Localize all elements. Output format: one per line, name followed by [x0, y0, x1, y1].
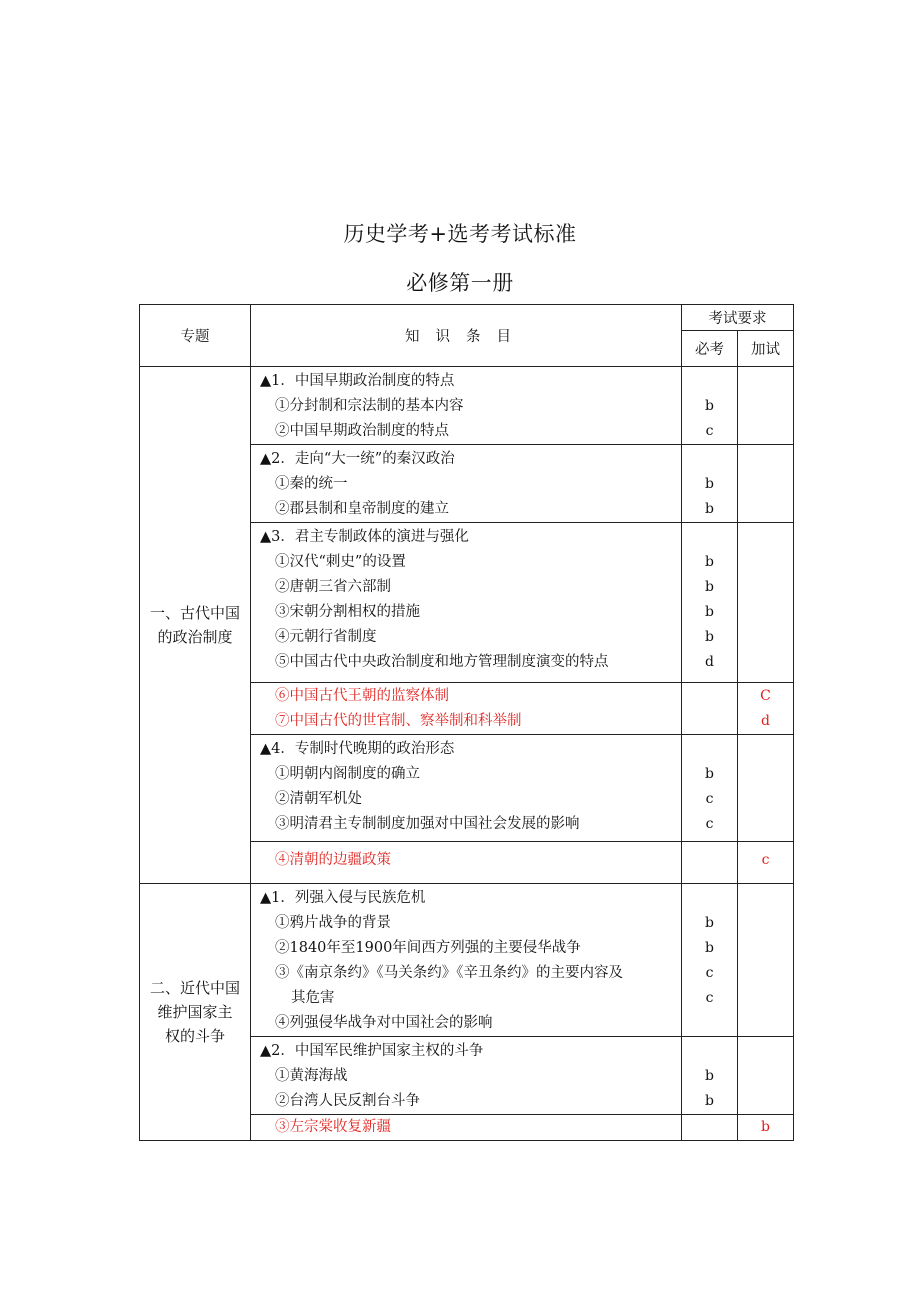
knowledge-item: ③《南京条约》《马关条约》《辛丑条约》的主要内容及 — [275, 965, 623, 981]
extra-level — [738, 550, 793, 575]
knowledge-cell — [251, 445, 682, 523]
required-level-cell — [682, 884, 738, 1037]
group-row — [140, 367, 794, 445]
knowledge-item: ①明朝内阁制度的确立 — [275, 766, 420, 782]
knowledge-item: ②清朝军机处 — [275, 791, 362, 807]
extra-level: d — [761, 713, 770, 729]
required-level-cell — [682, 735, 738, 842]
required-level: b — [705, 915, 714, 931]
knowledge-cell — [251, 523, 682, 683]
required-level-cell — [682, 1037, 738, 1115]
extra-level — [738, 812, 793, 837]
knowledge-item: ②台湾人民反割台斗争 — [275, 1093, 420, 1109]
extra-level-cell — [738, 523, 794, 683]
knowledge-item: ①鸦片战争的背景 — [275, 915, 391, 931]
required-level: b — [705, 1068, 714, 1084]
required-level: c — [705, 423, 714, 439]
required-level: c — [705, 965, 714, 981]
topic-cell — [140, 367, 251, 884]
required-level: c — [705, 791, 714, 807]
required-level — [682, 848, 737, 873]
extra-level — [738, 737, 793, 762]
required-level-cell — [682, 842, 738, 884]
required-level: b — [705, 604, 714, 620]
knowledge-cell — [251, 683, 682, 735]
required-level — [682, 709, 737, 734]
required-level-cell — [682, 683, 738, 735]
extra-level — [738, 911, 793, 936]
required-level: c — [705, 990, 714, 1006]
topic-name-line: 一、古代中国 — [149, 604, 240, 622]
required-level: b — [705, 579, 714, 595]
knowledge-heading: ▲1．中国早期政治制度的特点 — [260, 373, 455, 389]
required-level-cell — [682, 445, 738, 523]
header-topic: 专题 — [140, 305, 251, 367]
extra-level — [738, 1089, 793, 1114]
extra-level — [738, 625, 793, 650]
knowledge-item: ②中国早期政治制度的特点 — [275, 423, 449, 439]
knowledge-item: ①黄海海战 — [275, 1068, 348, 1084]
extra-level — [738, 394, 793, 419]
extra-level — [738, 650, 793, 675]
knowledge-item: ②1840年至1900年间西方列强的主要侵华战争 — [275, 940, 581, 956]
knowledge-heading: ▲2．走向“大一统”的秦汉政治 — [260, 451, 455, 467]
required-level-cell — [682, 523, 738, 683]
topic-name-line: 权的斗争 — [164, 1027, 225, 1045]
document-subtitle: 必修第一册 — [406, 271, 514, 295]
knowledge-item: ③明清君主专制制度加强对中国社会发展的影响 — [275, 816, 580, 832]
extra-level: b — [761, 1119, 770, 1135]
extra-level — [738, 787, 793, 812]
document-title: 历史学考+选考考试标准 — [343, 222, 577, 246]
knowledge-cell — [251, 842, 682, 884]
knowledge-item: ③左宗棠收复新疆 — [275, 1119, 391, 1135]
required-level: b — [705, 1093, 714, 1109]
topic-name-line: 二、近代中国 — [149, 979, 240, 997]
knowledge-heading: ▲2．中国军民维护国家主权的斗争 — [260, 1043, 484, 1059]
topic-name-line: 维护国家主 — [157, 1003, 233, 1021]
knowledge-heading: ▲1．列强入侵与民族危机 — [260, 890, 426, 906]
knowledge-cell — [251, 367, 682, 445]
exam-standards-table — [139, 304, 794, 1141]
knowledge-cell — [251, 884, 682, 1037]
extra-level — [738, 525, 793, 550]
required-level — [682, 684, 737, 709]
required-level-cell — [682, 1115, 738, 1141]
knowledge-item: ④清朝的边疆政策 — [275, 852, 391, 868]
header-extra: 加试 — [738, 331, 794, 367]
knowledge-item: ④列强侵华战争对中国社会的影响 — [275, 1015, 493, 1031]
required-level — [682, 886, 737, 911]
extra-level-cell — [738, 1037, 794, 1115]
header-requirement: 考试要求 — [682, 305, 794, 331]
header-knowledge: 知识条目 — [251, 305, 682, 367]
extra-level-cell — [738, 1115, 794, 1141]
required-level: b — [705, 940, 714, 956]
extra-level-cell — [738, 884, 794, 1037]
extra-level — [738, 575, 793, 600]
extra-level — [738, 986, 793, 1011]
required-level — [682, 1011, 737, 1036]
extra-level — [738, 886, 793, 911]
extra-level: C — [760, 688, 771, 704]
knowledge-item: ①秦的统一 — [275, 476, 348, 492]
required-level: b — [705, 476, 714, 492]
required-level — [682, 369, 737, 394]
required-level: b — [705, 766, 714, 782]
required-level: d — [705, 654, 714, 670]
topic-cell — [140, 884, 251, 1141]
extra-level — [738, 762, 793, 787]
knowledge-heading: ▲4．专制时代晚期的政治形态 — [260, 741, 455, 757]
knowledge-item: ⑥中国古代王朝的监察体制 — [275, 688, 449, 704]
header-required: 必考 — [682, 331, 738, 367]
extra-level — [738, 1039, 793, 1064]
required-level-cell — [682, 367, 738, 445]
knowledge-heading: ▲3．君主专制政体的演进与强化 — [260, 529, 469, 545]
knowledge-cell — [251, 1115, 682, 1141]
extra-level — [738, 1011, 793, 1036]
extra-level — [738, 369, 793, 394]
knowledge-item: ①分封制和宗法制的基本内容 — [275, 398, 464, 414]
knowledge-item: 其危害 — [291, 990, 335, 1006]
extra-level — [738, 447, 793, 472]
extra-level — [738, 472, 793, 497]
required-level: b — [705, 629, 714, 645]
required-level — [682, 525, 737, 550]
extra-level — [738, 419, 793, 444]
required-level: b — [705, 554, 714, 570]
required-level: b — [705, 501, 714, 517]
extra-level — [738, 961, 793, 986]
required-level: b — [705, 398, 714, 414]
required-level: c — [705, 816, 714, 832]
knowledge-item: ②郡县制和皇帝制度的建立 — [275, 501, 449, 517]
knowledge-cell — [251, 1037, 682, 1115]
knowledge-item: ①汉代“刺史”的设置 — [275, 554, 406, 570]
extra-level — [738, 936, 793, 961]
knowledge-item: ②唐朝三省六部制 — [275, 579, 391, 595]
knowledge-cell — [251, 735, 682, 842]
knowledge-item: ⑦中国古代的世官制、察举制和科举制 — [275, 713, 522, 729]
required-level — [682, 1115, 737, 1140]
knowledge-item: ⑤中国古代中央政治制度和地方管理制度演变的特点 — [275, 654, 609, 670]
required-level — [682, 447, 737, 472]
required-level — [682, 737, 737, 762]
extra-level-cell — [738, 367, 794, 445]
extra-level-cell — [738, 683, 794, 735]
topic-name-line: 的政治制度 — [157, 628, 233, 646]
knowledge-item: ④元朝行省制度 — [275, 629, 377, 645]
extra-level-cell — [738, 735, 794, 842]
group-row — [140, 884, 794, 1037]
extra-level — [738, 497, 793, 522]
extra-level-cell — [738, 445, 794, 523]
knowledge-item: ③宋朝分割相权的措施 — [275, 604, 420, 620]
required-level — [682, 1039, 737, 1064]
extra-level-cell — [738, 842, 794, 884]
extra-level — [738, 1064, 793, 1089]
extra-level — [738, 600, 793, 625]
extra-level: c — [761, 852, 770, 868]
